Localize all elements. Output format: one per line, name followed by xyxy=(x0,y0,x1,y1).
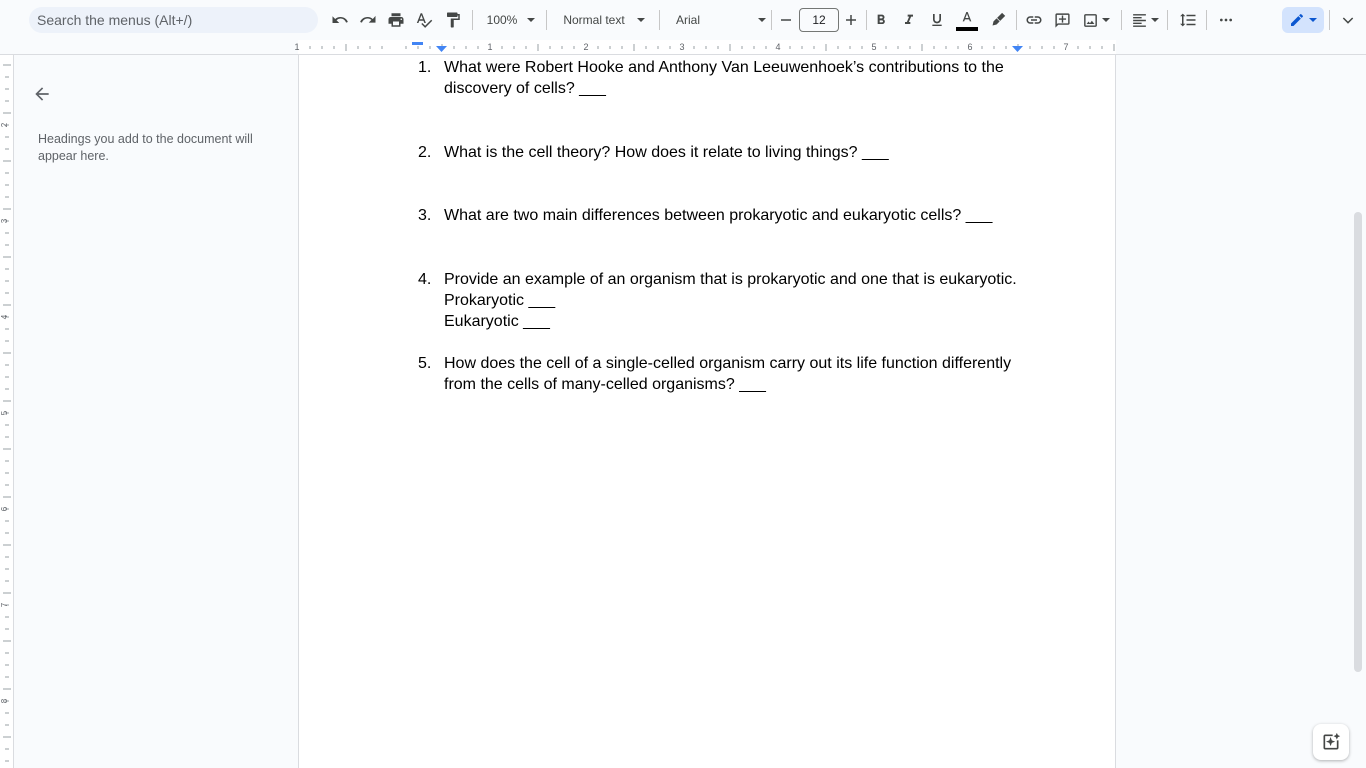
highlight-icon xyxy=(989,12,1006,29)
question-text-line: Eukaryotic ___ xyxy=(444,313,550,330)
arrow-left-icon xyxy=(32,84,52,104)
separator xyxy=(1206,10,1207,30)
chevron-down-icon xyxy=(758,18,766,22)
collapse-toolbar-button[interactable] xyxy=(1336,6,1360,34)
chevron-down-icon xyxy=(1102,18,1110,22)
zoom-select[interactable] xyxy=(480,6,542,34)
line-spacing-button[interactable] xyxy=(1175,6,1201,34)
underline-button[interactable] xyxy=(926,6,948,34)
spellcheck-button[interactable] xyxy=(412,6,436,34)
separator xyxy=(771,10,772,30)
insert-image-button[interactable] xyxy=(1078,6,1114,34)
align-button[interactable] xyxy=(1128,6,1162,34)
separator xyxy=(866,10,867,30)
outline-empty-hint: Headings you add to the document will appear here. xyxy=(38,132,253,163)
text-color-swatch xyxy=(956,27,978,31)
question-text-line: Prokaryotic ___ xyxy=(444,292,556,309)
ruler-label: 4 xyxy=(0,314,9,320)
align-icon xyxy=(1131,12,1148,29)
decrease-font-size-button[interactable] xyxy=(775,6,797,34)
separator xyxy=(1167,10,1168,30)
bold-button[interactable] xyxy=(870,6,892,34)
question-text-line: from the cells of many-celled organisms? ___ xyxy=(444,376,766,393)
separator xyxy=(659,10,660,30)
question-text-line: What is the cell theory? How does it relate to living things? ___ xyxy=(444,144,889,161)
insert-link-button[interactable] xyxy=(1022,6,1046,34)
font-select[interactable] xyxy=(668,6,768,34)
ruler-label: 3 xyxy=(679,42,685,52)
chevron-down-icon xyxy=(1309,18,1317,22)
ruler-label: 4 xyxy=(775,42,781,52)
collapse-icon xyxy=(1340,12,1356,28)
question-2[interactable] xyxy=(418,142,1018,163)
toolbar xyxy=(0,0,1366,40)
ruler-label: 8 xyxy=(0,698,9,704)
list-number: 4. xyxy=(418,271,432,288)
separator xyxy=(472,10,473,30)
increase-font-size-button[interactable] xyxy=(840,6,862,34)
ruler-label: 7 xyxy=(1063,42,1069,52)
explore-assistant-button[interactable] xyxy=(1313,724,1349,760)
list-number: 3. xyxy=(418,207,432,224)
question-1[interactable] xyxy=(418,57,1018,99)
font-value: Arial xyxy=(676,13,701,27)
right-indent-marker[interactable] xyxy=(1012,46,1023,52)
list-number: 2. xyxy=(418,144,432,161)
ruler-ticks xyxy=(0,40,1366,55)
spellcheck-icon xyxy=(415,11,433,29)
increase-font-icon xyxy=(845,14,857,26)
search-menus-input[interactable] xyxy=(37,12,318,28)
list-number: 5. xyxy=(418,355,432,372)
ruler-label: 5 xyxy=(871,42,877,52)
question-text-line: How does the cell of a single-celled organism carry out its life function differently xyxy=(444,355,1012,372)
redo-button[interactable] xyxy=(356,6,380,34)
chevron-down-icon xyxy=(527,18,535,22)
decrease-font-icon xyxy=(780,14,792,26)
paint-format-icon xyxy=(444,11,462,29)
ruler-label: 7 xyxy=(0,602,9,608)
editing-mode-button[interactable] xyxy=(1282,7,1324,33)
document-page[interactable] xyxy=(298,55,1116,768)
sparkle-icon xyxy=(1321,732,1341,752)
link-icon xyxy=(1025,11,1043,29)
question-list[interactable] xyxy=(418,57,1018,395)
font-size-input[interactable]: 12 xyxy=(799,8,839,32)
question-text-line: What were Robert Hooke and Anthony Van Leeuwenhoek’s contributions to the xyxy=(444,59,1004,76)
ruler-label: 2 xyxy=(583,42,589,52)
chevron-down-icon xyxy=(1151,18,1159,22)
underline-icon xyxy=(929,12,945,28)
more-icon xyxy=(1218,12,1234,28)
scrollbar-thumb[interactable] xyxy=(1354,212,1362,672)
editing-mode-icon xyxy=(1289,12,1305,28)
text-color-button[interactable] xyxy=(955,6,979,34)
zoom-value: 100% xyxy=(486,13,518,27)
chevron-down-icon xyxy=(637,18,645,22)
print-icon xyxy=(387,11,405,29)
line-spacing-icon xyxy=(1179,11,1197,29)
list-number: 1. xyxy=(418,59,432,76)
ruler-label: 3 xyxy=(0,218,9,224)
ruler-label: 5 xyxy=(0,410,9,416)
question-text-line: discovery of cells? ___ xyxy=(444,80,606,97)
vertical-ruler-ticks xyxy=(0,55,14,768)
redo-icon xyxy=(359,11,377,29)
highlight-button[interactable] xyxy=(985,6,1009,34)
separator xyxy=(546,10,547,30)
print-button[interactable] xyxy=(384,6,408,34)
style-select[interactable] xyxy=(554,6,654,34)
ruler-label: 1 xyxy=(487,42,493,52)
close-outline-button[interactable] xyxy=(32,84,52,104)
ruler-label: 6 xyxy=(0,506,9,512)
bold-icon xyxy=(873,12,889,28)
question-4[interactable] xyxy=(418,269,1018,332)
first-line-indent-marker[interactable] xyxy=(412,42,423,45)
question-5[interactable] xyxy=(418,353,1018,395)
paint-format-button[interactable] xyxy=(441,6,465,34)
italic-icon xyxy=(901,12,917,28)
more-button[interactable] xyxy=(1213,6,1239,34)
ruler-label: 1 xyxy=(294,42,300,52)
left-indent-marker[interactable] xyxy=(436,46,447,52)
text-color-icon xyxy=(959,10,975,26)
style-value: Normal text xyxy=(563,13,625,27)
image-icon xyxy=(1082,12,1099,29)
ruler-label: 2 xyxy=(0,122,9,128)
undo-button[interactable] xyxy=(328,6,352,34)
question-text-line: What are two main differences between prokaryotic and eukaryotic cells? ___ xyxy=(444,207,993,224)
question-3[interactable] xyxy=(418,205,1018,226)
insert-comment-button[interactable] xyxy=(1050,6,1074,34)
italic-button[interactable] xyxy=(898,6,920,34)
ruler-label: 6 xyxy=(967,42,973,52)
separator xyxy=(1121,10,1122,30)
search-menus[interactable] xyxy=(29,7,318,33)
question-text-line: Provide an example of an organism that is prokaryotic and one that is eukaryotic. xyxy=(444,271,1017,288)
separator xyxy=(1329,10,1330,30)
vertical-ruler[interactable] xyxy=(0,55,14,768)
separator xyxy=(1016,10,1017,30)
comment-icon xyxy=(1054,12,1071,29)
undo-icon xyxy=(331,11,349,29)
horizontal-ruler[interactable] xyxy=(0,40,1366,55)
